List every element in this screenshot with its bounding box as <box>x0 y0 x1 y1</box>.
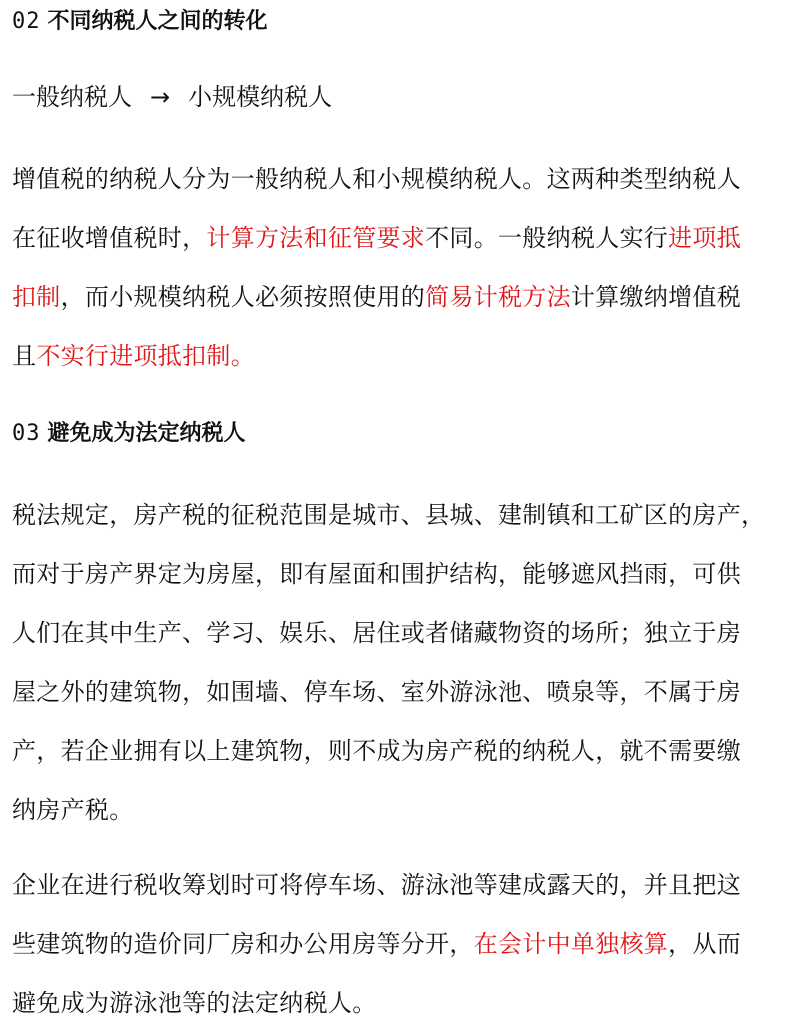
text-span: 且 <box>12 342 37 370</box>
text-span: 企业在进行税收筹划时可将停车场、游泳池等建成露天的，并且把这 <box>12 871 741 899</box>
arrow-right-icon: → <box>150 83 171 111</box>
conversion-to: 小规模纳税人 <box>188 83 333 111</box>
highlight-text: 不实行进项抵扣制。 <box>36 342 256 370</box>
conversion-from: 一般纳税人 <box>12 83 132 111</box>
text-span: 些建筑物的造价同厂房和办公用房等分开， <box>12 930 474 958</box>
paragraph-line <box>12 150 792 209</box>
highlight-text: 扣制 <box>12 283 61 311</box>
highlight-text: 简易计税方法 <box>425 283 571 311</box>
paragraph-line <box>12 545 792 604</box>
section-03-paragraph-2 <box>12 856 792 1033</box>
paragraph-line <box>12 604 792 663</box>
section-02-number: 02 <box>12 9 41 34</box>
text-span: ，从而 <box>668 930 742 958</box>
paragraph-line <box>12 663 792 722</box>
paragraph-line <box>12 915 792 974</box>
text-span: 产，若企业拥有以上建筑物，则不成为房产税的纳税人，就不需要缴 <box>12 737 741 765</box>
paragraph-line <box>12 722 792 781</box>
paragraph-line <box>12 486 792 545</box>
text-span: 而对于房产界定为房屋，即有屋面和围护结构，能够遮风挡雨，可供 <box>12 560 741 588</box>
paragraph-line <box>12 209 792 268</box>
section-02-title: 不同纳税人之间的转化 <box>47 9 268 34</box>
highlight-text: 在会计中单独核算 <box>473 930 669 958</box>
highlight-text: 进项抵 <box>668 224 742 252</box>
text-span: 税法规定，房产税的征税范围是城市、县城、建制镇和工矿区的房产， <box>12 501 766 529</box>
text-span: 在征收增值税时， <box>12 224 207 252</box>
paragraph-line <box>12 856 792 915</box>
highlight-text: 计算方法和征管要求 <box>206 224 426 252</box>
paragraph-line <box>12 974 792 1033</box>
section-03-title: 避免成为法定纳税人 <box>47 421 246 446</box>
paragraph-line <box>12 327 792 386</box>
section-02-paragraph <box>12 150 792 386</box>
section-03-heading <box>12 420 246 448</box>
section-03-paragraph-1 <box>12 486 792 840</box>
text-span: 计算缴纳增值税 <box>570 283 742 311</box>
text-span: 避免成为游泳池等的法定纳税人。 <box>12 989 377 1017</box>
text-span: 不同。一般纳税人实行 <box>425 224 669 252</box>
text-span: 屋之外的建筑物，如围墙、停车场、室外游泳池、喷泉等，不属于房 <box>12 678 741 706</box>
text-span: 人们在其中生产、学习、娱乐、居住或者储藏物资的场所；独立于房 <box>12 619 741 647</box>
text-span: 增值税的纳税人分为一般纳税人和小规模纳税人。这两种类型纳税人 <box>12 165 741 193</box>
paragraph-line <box>12 781 792 840</box>
section-02-heading <box>12 8 268 36</box>
text-span: 纳房产税。 <box>12 796 134 824</box>
section-03-number: 03 <box>12 421 41 446</box>
text-span: ，而小规模纳税人必须按照使用的 <box>60 283 426 311</box>
conversion-line <box>12 82 332 112</box>
paragraph-line <box>12 268 792 327</box>
